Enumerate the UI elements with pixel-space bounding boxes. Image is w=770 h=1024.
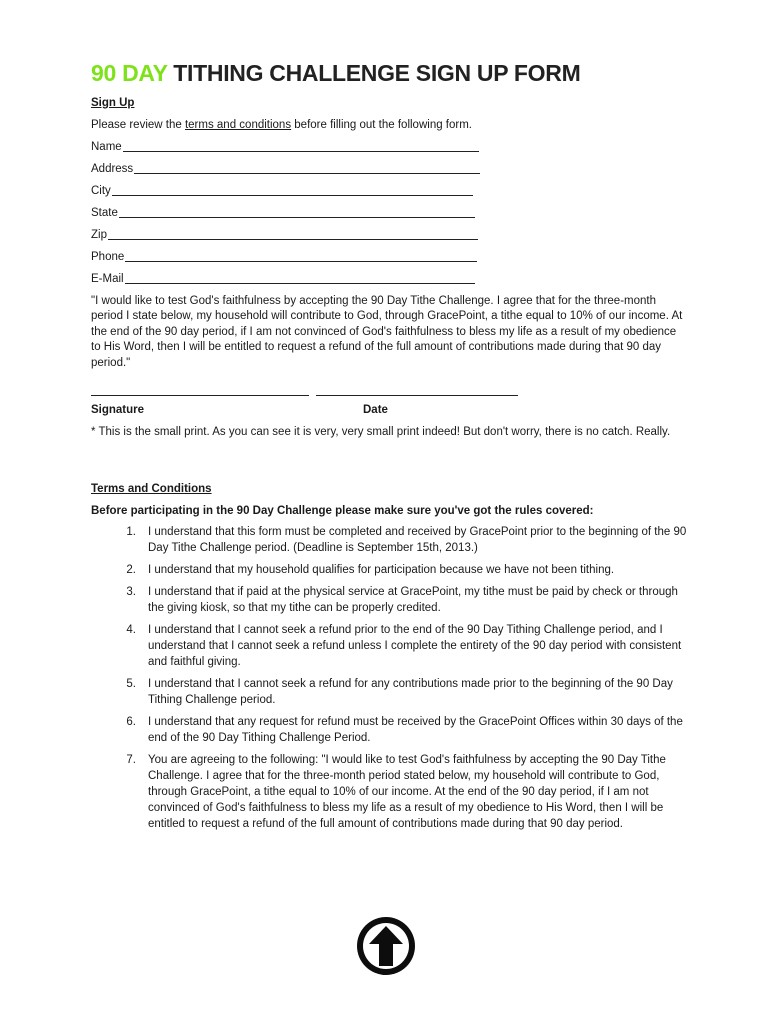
pledge-text: "I would like to test God's faithfulness by accepting the 90 Day Tithe Challenge. I agree that for the three-month period I state below, my household will contribute to God, through GracePoint, a tithe equal to 10% of our income. At the end of the 90 day period, if I am not convinced of God's faithfulness to bless my life as a result of my obedience to His Word, then I will be entitled to request a refund of the full amount of contributions made during that 90 day period." [91,294,683,369]
zip-label: Zip [91,228,107,241]
signature-lines [91,388,691,396]
state-field[interactable] [91,206,691,228]
city-field[interactable] [91,184,691,206]
phone-label: Phone [91,250,125,263]
item-number: 5. [126,678,136,690]
signup-intro-before: Please review the [91,119,185,131]
list-item [91,714,691,746]
item-text: I understand that any request for refund must be received by the GracePoint Offices within 30 days of the end of the 90 Day Tithing Challenge Period. [148,716,683,744]
signup-intro-after: before filling out the following form. [291,119,472,131]
list-item [91,584,691,616]
item-number: 2. [126,564,136,576]
name-line[interactable] [123,140,479,152]
list-item [91,676,691,708]
name-label: Name [91,140,122,153]
item-text: I understand that I cannot seek a refund for any contributions made prior to the beginning of the 90 Day Tithing Challenge period. [148,678,673,706]
terms-heading: Terms and Conditions [91,483,212,495]
email-line[interactable] [125,272,475,284]
item-number: 1. [126,526,136,538]
terms-intro: Before participating in the 90 Day Challenge please make sure you've got the rules covered: [91,505,594,517]
list-item [91,752,691,832]
city-label: City [91,184,111,197]
email-field[interactable] [91,272,691,294]
list-item [91,524,691,556]
phone-line[interactable] [125,250,477,262]
item-number: 6. [126,716,136,728]
city-line[interactable] [112,184,473,196]
item-text: I understand that my household qualifies for participation because we have not been tithing. [148,564,615,576]
terms-list [91,524,691,832]
terms-link[interactable]: terms and conditions [184,119,292,131]
name-field[interactable] [91,140,691,162]
email-label: E-Mail [91,272,124,285]
signature-line[interactable] [91,388,309,396]
date-label: Date [363,404,388,416]
list-item [91,622,691,670]
title-accent: 90 DAY [91,60,168,86]
address-field[interactable] [91,162,691,184]
phone-field[interactable] [91,250,691,272]
signup-intro [91,118,691,134]
item-text: You are agreeing to the following: "I would like to test God's faithfulness by accepting the 90 Day Tithe Challenge. I agree that for the three-month period stated below, my household will contribute to God, through GracePoint, a tithe equal to 10% of our income. At the end of the 90 day period, if I am not convinced of God's faithfulness to bless my life as a result of my obedience to His Word, then I will be entitled to request a refund of the full amount of contributions made during that 90 day period. [148,754,666,830]
zip-field[interactable] [91,228,691,250]
signature-labels [91,404,691,424]
address-line[interactable] [134,162,480,174]
title-rest: TITHING CHALLENGE SIGN UP FORM [167,60,581,86]
item-text: I understand that if paid at the physical service at GracePoint, my tithe must be paid by check or through the giving kiosk, so that my tithe can be properly credited. [148,586,678,614]
item-text: I understand that this form must be completed and received by GracePoint prior to the beginning of the 90 Day Tithe Challenge period. (Deadline is September 15th, 2013.) [148,526,687,554]
state-line[interactable] [119,206,475,218]
up-arrow-circle-icon [356,916,416,976]
small-print: * This is the small print. As you can see it is very, very small print indeed! But don't worry, there is no catch. Really. [91,426,671,438]
signature-label: Signature [91,404,145,416]
page-title [91,58,691,88]
signup-heading: Sign Up [91,97,135,109]
item-number: 3. [126,586,136,598]
address-label: Address [91,162,134,175]
state-label: State [91,206,118,219]
list-item [91,562,691,578]
date-line[interactable] [316,388,518,396]
item-number: 7. [126,754,136,766]
item-text: I understand that I cannot seek a refund prior to the end of the 90 Day Tithing Challenge period, and I understand that I cannot seek a refund unless I complete the entirety of the 90 day period with consistent and faithful giving. [148,624,682,668]
item-number: 4. [126,624,136,636]
zip-line[interactable] [108,228,478,240]
form-page [91,58,691,838]
